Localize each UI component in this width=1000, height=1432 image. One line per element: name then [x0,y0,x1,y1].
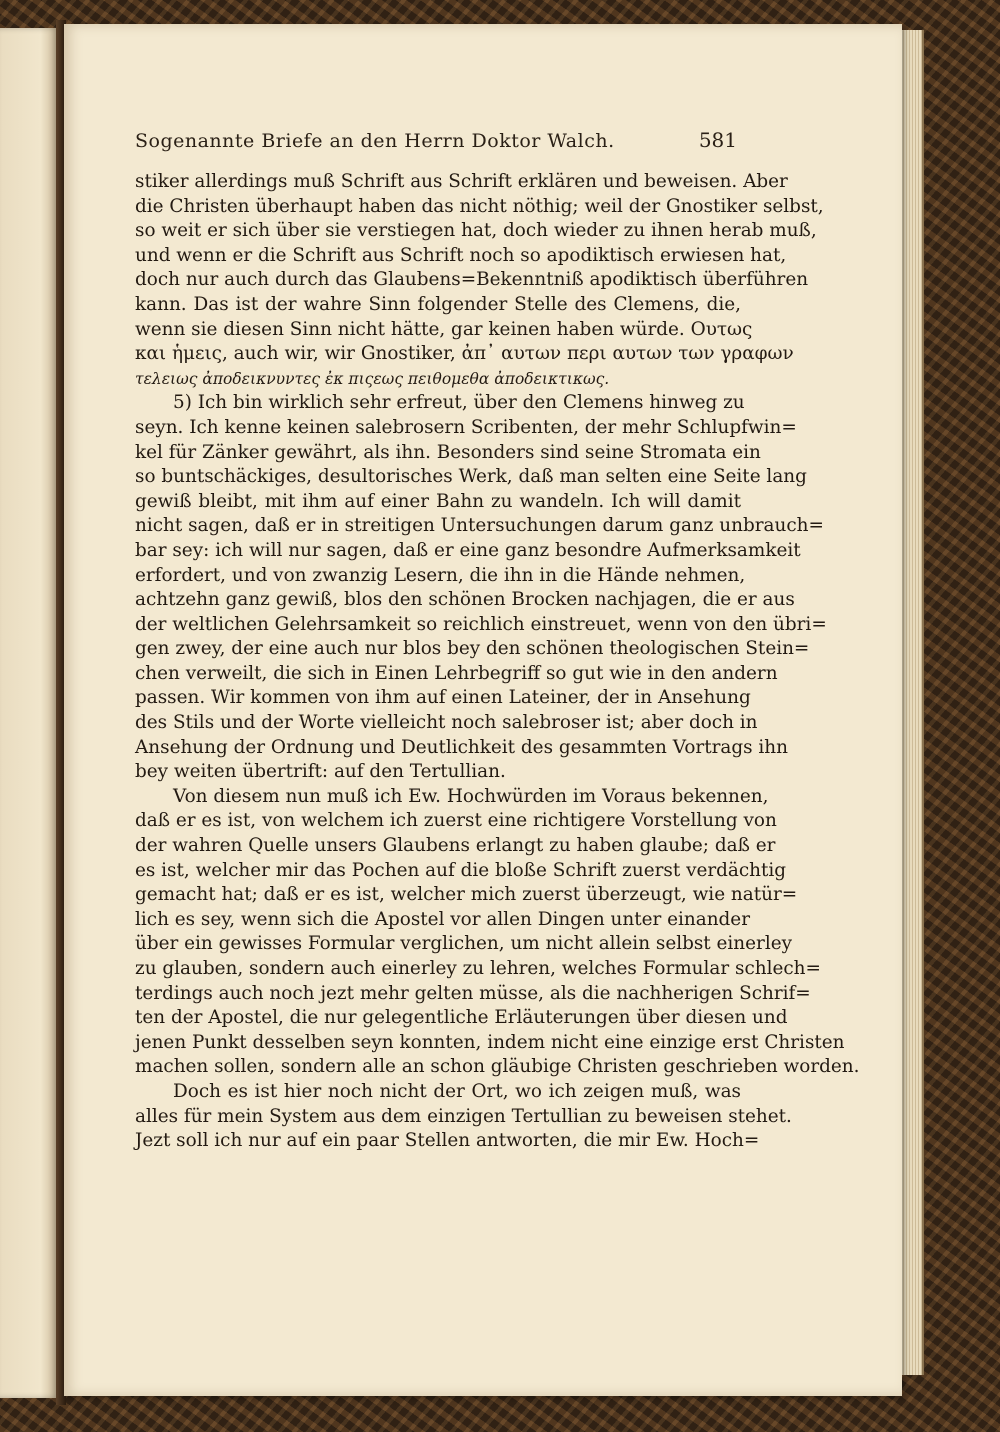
text-line: wenn sie diesen Sinn nicht hätte, gar keinen haben würde. Ουτως [135,318,753,340]
text-line: ten der Apostel, die nur gelegentliche Erläuterungen über diesen und [135,1007,788,1029]
text-line: jenen Punkt desselben seyn konnten, indem nicht eine einzige erst Christen [135,1031,845,1053]
text-line: Jezt soll ich nur auf ein paar Stellen antworten, die mir Ew. Hoch= [135,1130,760,1152]
text-line: bar sey: ich will nur sagen, daß er eine ganz besondre Aufmerksamkeit [135,539,801,561]
text-line: kel für Zänker gewährt, als ihn. Besonders sind seine Stromata ein [135,441,761,463]
text-line: der wahren Quelle unsers Glaubens erlangt zu haben glaube; daß er [135,835,776,857]
text-line: gemacht hat; daß er es ist, welcher mich zuerst überzeugt, wie natür= [135,884,798,906]
text-line: doch nur auch durch das Glaubens=Bekenntniß apodiktisch überführen [135,269,809,291]
text-line: Ansehung der Ordnung und Deutlichkeit des gesammten Vortrags ihn [135,736,788,758]
text-line: zu glauben, sondern auch einerley zu lehren, welches Formular schlech= [135,958,821,979]
text-line: erfordert, und von zwanzig Lesern, die ihn in die Hände nehmen, [135,564,746,586]
text-line: passen. Wir kommen von ihm auf einen Lateiner, der in Ansehung [135,687,751,709]
text-line: und wenn er die Schrift aus Schrift noch so apodiktisch erwiesen hat, [135,244,787,266]
text-line: des Stils und der Worte vielleicht noch salebroser ist; aber doch in [135,712,758,734]
text-line: seyn. Ich kenne keinen salebrosern Scribenten, der mehr Schlupfwin= [135,416,797,438]
text-line: 5) Ich bin wirklich sehr erfreut, über den Clemens hinweg zu [173,392,745,414]
text-line: so buntschäckiges, desultorisches Werk, daß man selten eine Seite lang [135,466,807,488]
text-line: bey weiten übertrift: auf den Tertullian. [135,761,506,783]
text-line: alles für mein System aus dem einzigen Tertullian zu beweisen stehet. [135,1105,792,1127]
text-line: daß er es ist, von welchem ich zuerst eine richtigere Vorstellung von [135,810,777,832]
text-line: lich es sey, wenn sich die Apostel vor allen Dingen unter einander [135,908,750,930]
text-line: terdings auch noch jezt mehr gelten müsse, als die nachherigen Schrif= [135,982,811,1004]
text-line: stiker allerdings muß Schrift aus Schrift erklären und beweisen. Aber [135,171,788,192]
text-line: και ἡμεις, auch wir, wir Gnostiker, ἀπ᾽ αυτων περι αυτων των γραφων [135,343,794,365]
text-line: gen zwey, der eine auch nur blos bey den schönen theologischen Stein= [135,638,810,660]
text-line: chen verweilt, die sich in Einen Lehrbegriff so gut wie in den andern [135,662,778,684]
text-line: gewiß bleibt, mit ihm auf einer Bahn zu wandeln. Ich will damit [135,490,741,512]
page-number: 581 [698,128,737,152]
text-line: kann. Das ist der wahre Sinn folgender Stelle des Clemens, die, [135,293,741,315]
text-line: nicht sagen, daß er in streitigen Untersuchungen darum ganz unbrauch= [135,515,824,537]
text-line: der weltlichen Gelehrsamkeit so reichlich einstreuet, wenn von den übri= [135,613,827,635]
text-line: τελειως ἀποδεικνυντες ἐκ πιςεως πειθομεθα ἀποδεικτικως. [135,369,610,388]
running-title: Sogenannte Briefe an den Herrn Doktor Walch. [135,130,615,152]
left-page-edge [0,28,58,1398]
text-line: die Christen überhaupt haben das nicht nöthig; weil der Gnostiker selbst, [135,195,824,217]
text-line: über ein gewisses Formular verglichen, um nicht allein selbst einerley [135,933,792,955]
text-line: machen sollen, sondern alle an schon gläubige Christen geschrieben worden. [135,1056,860,1078]
body-text [135,170,860,1154]
text-line: es ist, welcher mir das Pochen auf die bloße Schrift zuerst verdächtig [135,859,787,881]
running-header [135,128,737,162]
text-line: Doch es ist hier noch nicht der Ort, wo ich zeigen muß, was [173,1080,741,1102]
text-line: so weit er sich über sie verstiegen hat, doch wieder zu ihnen herab muß, [135,220,817,242]
text-line: achtzehn ganz gewiß, blos den schönen Brocken nachjagen, die er aus [135,589,795,611]
text-line: Von diesem nun muß ich Ew. Hochwürden im Voraus bekennen, [173,785,769,807]
